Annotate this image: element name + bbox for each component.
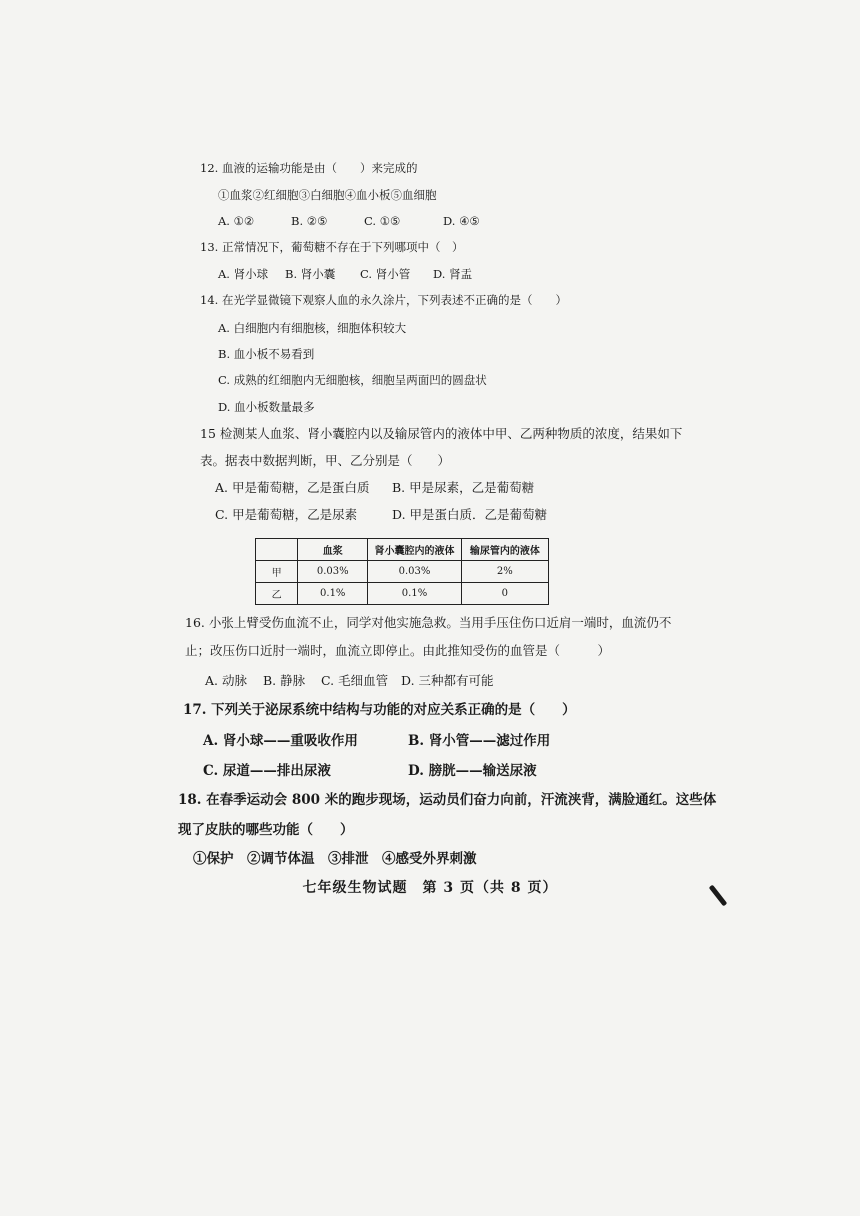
q17-option-a: A. 肾小球——重吸收作用 bbox=[203, 733, 358, 749]
q12-option-c: C. ①⑤ bbox=[364, 214, 401, 228]
q15-options-row2 bbox=[215, 509, 547, 522]
table-header-cell: 输尿管内的液体 bbox=[461, 539, 548, 561]
table-header-cell: 肾小囊腔内的液体 bbox=[368, 539, 461, 561]
q13-option-b: B. 肾小囊 bbox=[285, 267, 336, 281]
page-footer: 七年级生物试题 第 3 页（共 8 页） bbox=[302, 880, 558, 896]
q17-options-row2 bbox=[203, 765, 537, 779]
q15-option-c: C. 甲是葡萄糖，乙是尿素 bbox=[215, 507, 358, 522]
table-cell: 0 bbox=[461, 583, 548, 605]
table-cell: 0.03% bbox=[298, 561, 368, 583]
q12-options bbox=[218, 216, 480, 228]
q18-stem-line2: 现了皮肤的哪些功能（ ） bbox=[178, 822, 354, 838]
q15-stem-line1: 15 检测某人血浆、肾小囊腔内以及输尿管内的液体中甲、乙两种物质的浓度，结果如下 bbox=[200, 426, 683, 441]
q13-option-c: C. 肾小管 bbox=[360, 267, 411, 281]
q18-stem-line1: 18. 在春季运动会 800 米的跑步现场，运动员们奋力向前，汗流浃背，满脸通红。这些体 bbox=[178, 792, 717, 808]
q13-stem: 13. 正常情况下，葡萄糖不存在于下列哪项中（ ） bbox=[200, 240, 464, 254]
q17-option-c: C. 尿道——排出尿液 bbox=[203, 763, 331, 779]
q16-option-a: A. 动脉 bbox=[205, 673, 247, 688]
q15-data-table bbox=[255, 538, 549, 605]
table-cell: 2% bbox=[461, 561, 548, 583]
q16-option-c: C. 毛细血管 bbox=[321, 673, 389, 688]
q14-option-a: A. 白细胞内有细胞核，细胞体积较大 bbox=[218, 321, 407, 335]
table-header-cell bbox=[256, 539, 298, 561]
q16-stem-line2: 止；改压伤口近肘一端时，血流立即停止。由此推知受伤的血管是（ ） bbox=[185, 643, 611, 658]
table-cell: 0.1% bbox=[298, 583, 368, 605]
q14-option-c: C. 成熟的红细胞内无细胞核，细胞呈两面凹的圆盘状 bbox=[218, 373, 487, 387]
table-cell: 0.1% bbox=[368, 583, 461, 605]
q14-option-b: B. 血小板不易看到 bbox=[218, 347, 315, 361]
table-header-row bbox=[256, 539, 549, 561]
q16-option-d: D. 三种都有可能 bbox=[401, 673, 494, 688]
table-row bbox=[256, 583, 549, 605]
q18-items: ①保护 ②调节体温 ③排泄 ④感受外界刺激 bbox=[193, 851, 477, 867]
q13-option-a: A. 肾小球 bbox=[218, 267, 269, 281]
q16-option-b: B. 静脉 bbox=[263, 673, 306, 688]
table-row bbox=[256, 561, 549, 583]
q15-option-a: A. 甲是葡萄糖，乙是蛋白质 bbox=[215, 480, 370, 495]
q17-stem: 17. 下列关于泌尿系统中结构与功能的对应关系正确的是（ ） bbox=[183, 702, 576, 718]
q15-option-d: D. 甲是蛋白质．乙是葡萄糖 bbox=[392, 507, 548, 522]
q12-option-b: B. ②⑤ bbox=[291, 214, 328, 228]
q12-items: ①血浆②红细胞③白细胞④血小板⑤血细胞 bbox=[218, 188, 437, 202]
q17-options-row1 bbox=[203, 735, 550, 749]
q15-options-row1 bbox=[215, 482, 534, 495]
q17-option-d: D. 膀胱——输送尿液 bbox=[408, 763, 537, 779]
q17-option-b: B. 肾小管——滤过作用 bbox=[408, 733, 551, 749]
q15-option-b: B. 甲是尿素，乙是葡萄糖 bbox=[392, 480, 535, 495]
q13-options bbox=[218, 269, 472, 281]
q13-option-d: D. 肾盂 bbox=[433, 267, 473, 281]
table-header-cell: 血浆 bbox=[298, 539, 368, 561]
table-cell: 0.03% bbox=[368, 561, 461, 583]
q12-option-d: D. ④⑤ bbox=[443, 214, 480, 228]
q16-options bbox=[205, 675, 494, 688]
q14-stem: 14. 在光学显微镜下观察人血的永久涂片，下列表述不正确的是（ ） bbox=[200, 293, 567, 307]
q12-stem: 12. 血液的运输功能是由（ ）来完成的 bbox=[200, 161, 418, 175]
table-cell: 甲 bbox=[256, 561, 298, 583]
q14-option-d: D. 血小板数量最多 bbox=[218, 400, 315, 414]
table-cell: 乙 bbox=[256, 583, 298, 605]
q15-stem-line2: 表。据表中数据判断，甲、乙分别是（ ） bbox=[200, 453, 451, 468]
q12-option-a: A. ①② bbox=[218, 214, 255, 228]
q16-stem-line1: 16. 小张上臂受伤血流不止，同学对他实施急救。当用手压住伤口近肩一端时，血流仍不 bbox=[185, 615, 672, 630]
